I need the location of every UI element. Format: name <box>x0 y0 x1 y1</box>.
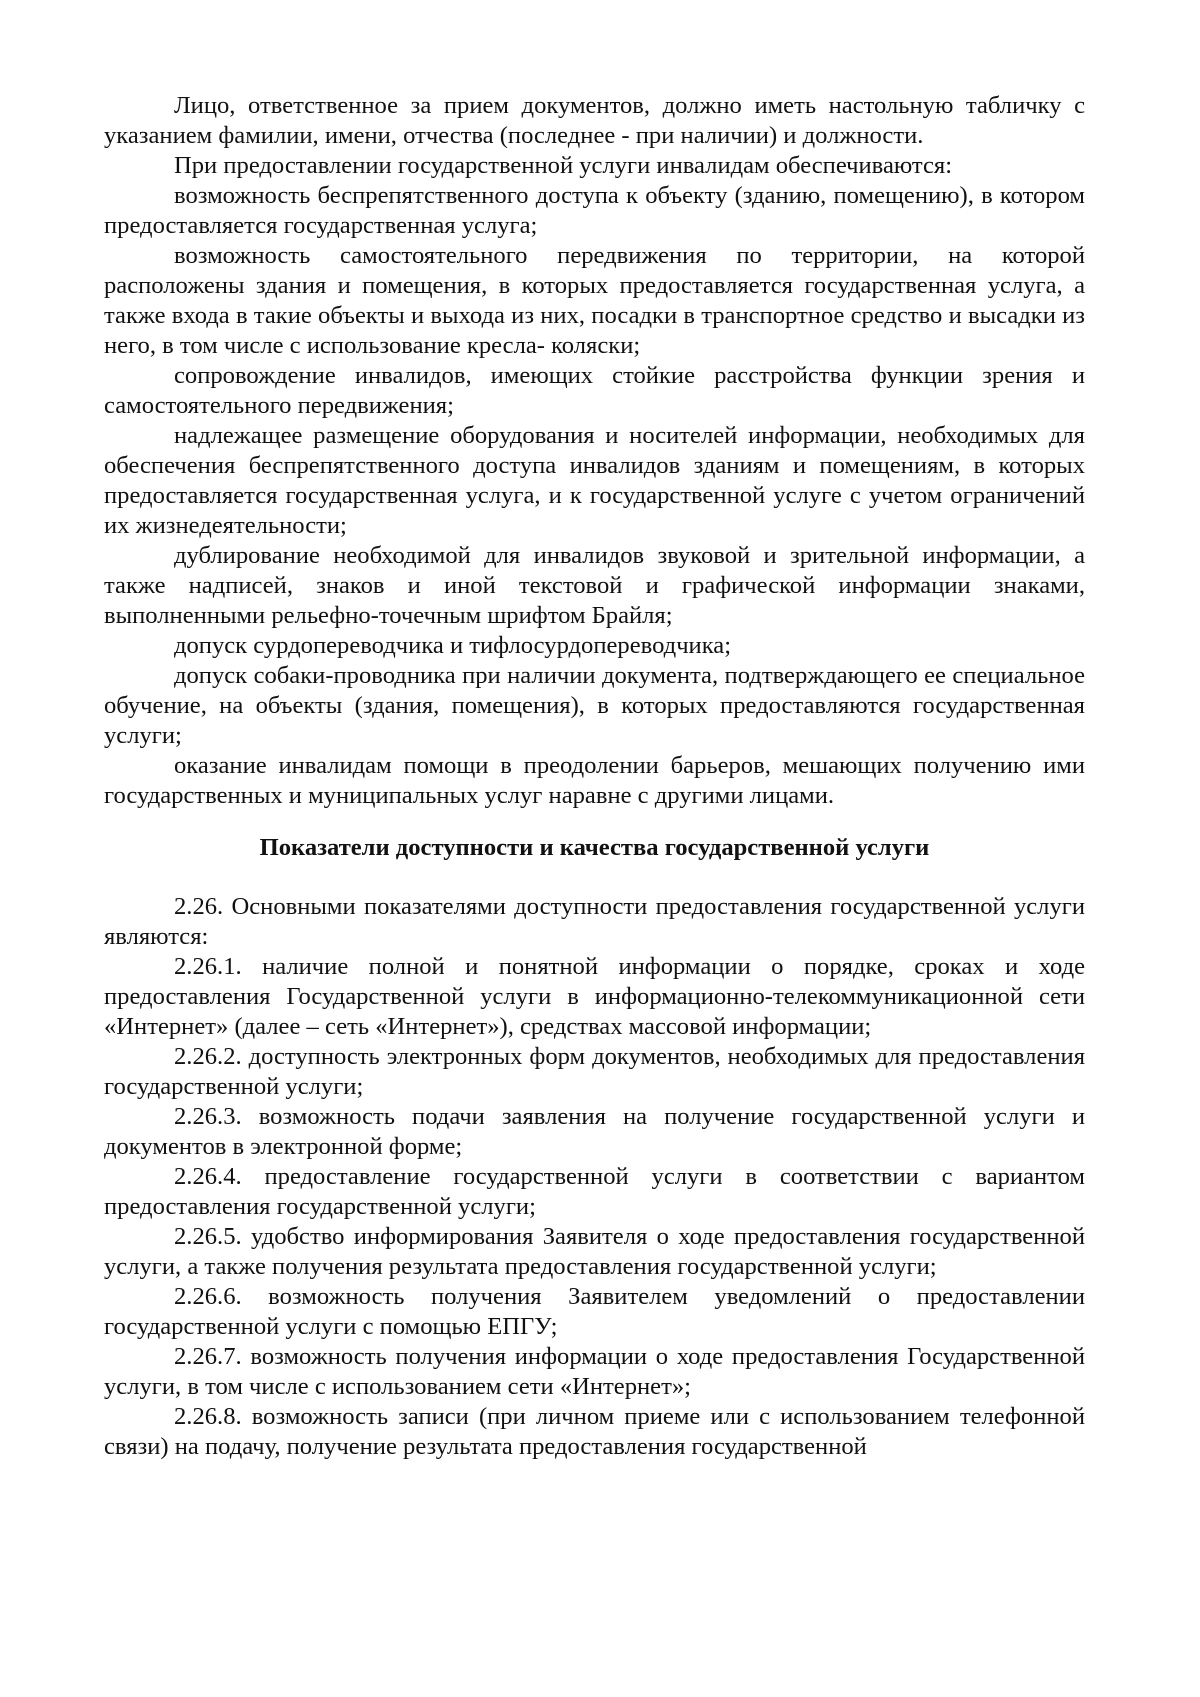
paragraph-equipment-placement: надлежащее размещение оборудования и носителей информации, необходимых для обеспечения беспрепятственного доступа инвалидов зданиям и помещениям, в которых предоставляется государственная услуга, и к государственной услуге с учетом ограничений их жизнедеятельности; <box>104 422 1085 539</box>
paragraph-barrier-assistance: оказание инвалидам помощи в преодолении барьеров, мешающих получению ими государственных и муниципальных услуг наравне с другими лицами. <box>104 752 1085 809</box>
paragraph-responsible-person: Лицо, ответственное за прием документов, должно иметь настольную табличку с указанием фамилии, имени, отчества (последнее - при наличии) и должности. <box>104 92 1085 149</box>
paragraph-2-26-2: 2.26.2. доступность электронных форм документов, необходимых для предоставления государственной услуги; <box>104 1043 1085 1100</box>
paragraph-2-26-1: 2.26.1. наличие полной и понятной информации о порядке, сроках и ходе предоставления Государственной услуги в информационно-телекоммуникационной сети «Интернет» (далее – сеть «Интернет»), средствах массовой информации; <box>104 953 1085 1040</box>
paragraph-2-26-7: 2.26.7. возможность получения информации о ходе предоставления Государственной услуги, в том числе с использованием сети «Интернет»; <box>104 1343 1085 1400</box>
paragraph-2-26-4: 2.26.4. предоставление государственной услуги в соответствии с вариантом предоставления государственной услуги; <box>104 1163 1085 1220</box>
section-heading: Показатели доступности и качества государственной услуги <box>259 834 930 861</box>
paragraph-disabled-provisions-intro: При предоставлении государственной услуги инвалидам обеспечиваются: <box>174 152 953 179</box>
paragraph-information-duplication: дублирование необходимой для инвалидов звуковой и зрительной информации, а также надписей, знаков и иной текстовой и графической информации знаками, выполненными рельефно-точечным шрифтом Брайля; <box>104 542 1085 629</box>
paragraph-2-26: 2.26. Основными показателями доступности предоставления государственной услуги являются: <box>104 893 1085 950</box>
paragraph-2-26-5: 2.26.5. удобство информирования Заявителя о ходе предоставления государственной услуги, а также получения результата предоставления государственной услуги; <box>104 1223 1085 1280</box>
paragraph-2-26-3: 2.26.3. возможность подачи заявления на получение государственной услуги и документов в электронной форме; <box>104 1103 1085 1160</box>
paragraph-2-26-6: 2.26.6. возможность получения Заявителем уведомлений о предоставлении государственной услуги с помощью ЕПГУ; <box>104 1283 1085 1340</box>
paragraph-sign-interpreter: допуск сурдопереводчика и тифлосурдопереводчика; <box>174 632 732 659</box>
paragraph-independent-movement: возможность самостоятельного передвижения по территории, на которой расположены здания и помещения, в которых предоставляется государственная услуга, а также входа в такие объекты и выхода из них, посадки в транспортное средство и высадки из него, в том числе с использование кресла- коляски; <box>104 242 1085 359</box>
paragraph-2-26-8: 2.26.8. возможность записи (при личном приеме или с использованием телефонной связи) на подачу, получение результата предоставления государственной <box>104 1403 1085 1460</box>
paragraph-guide-dog: допуск собаки-проводника при наличии документа, подтверждающего ее специальное обучение, на объекты (здания, помещения), в которых предоставляются государственная услуги; <box>104 662 1085 749</box>
paragraph-accompaniment: сопровождение инвалидов, имеющих стойкие расстройства функции зрения и самостоятельного передвижения; <box>104 362 1085 419</box>
paragraph-access-to-object: возможность беспрепятственного доступа к объекту (зданию, помещению), в котором предоставляется государственная услуга; <box>104 182 1085 239</box>
